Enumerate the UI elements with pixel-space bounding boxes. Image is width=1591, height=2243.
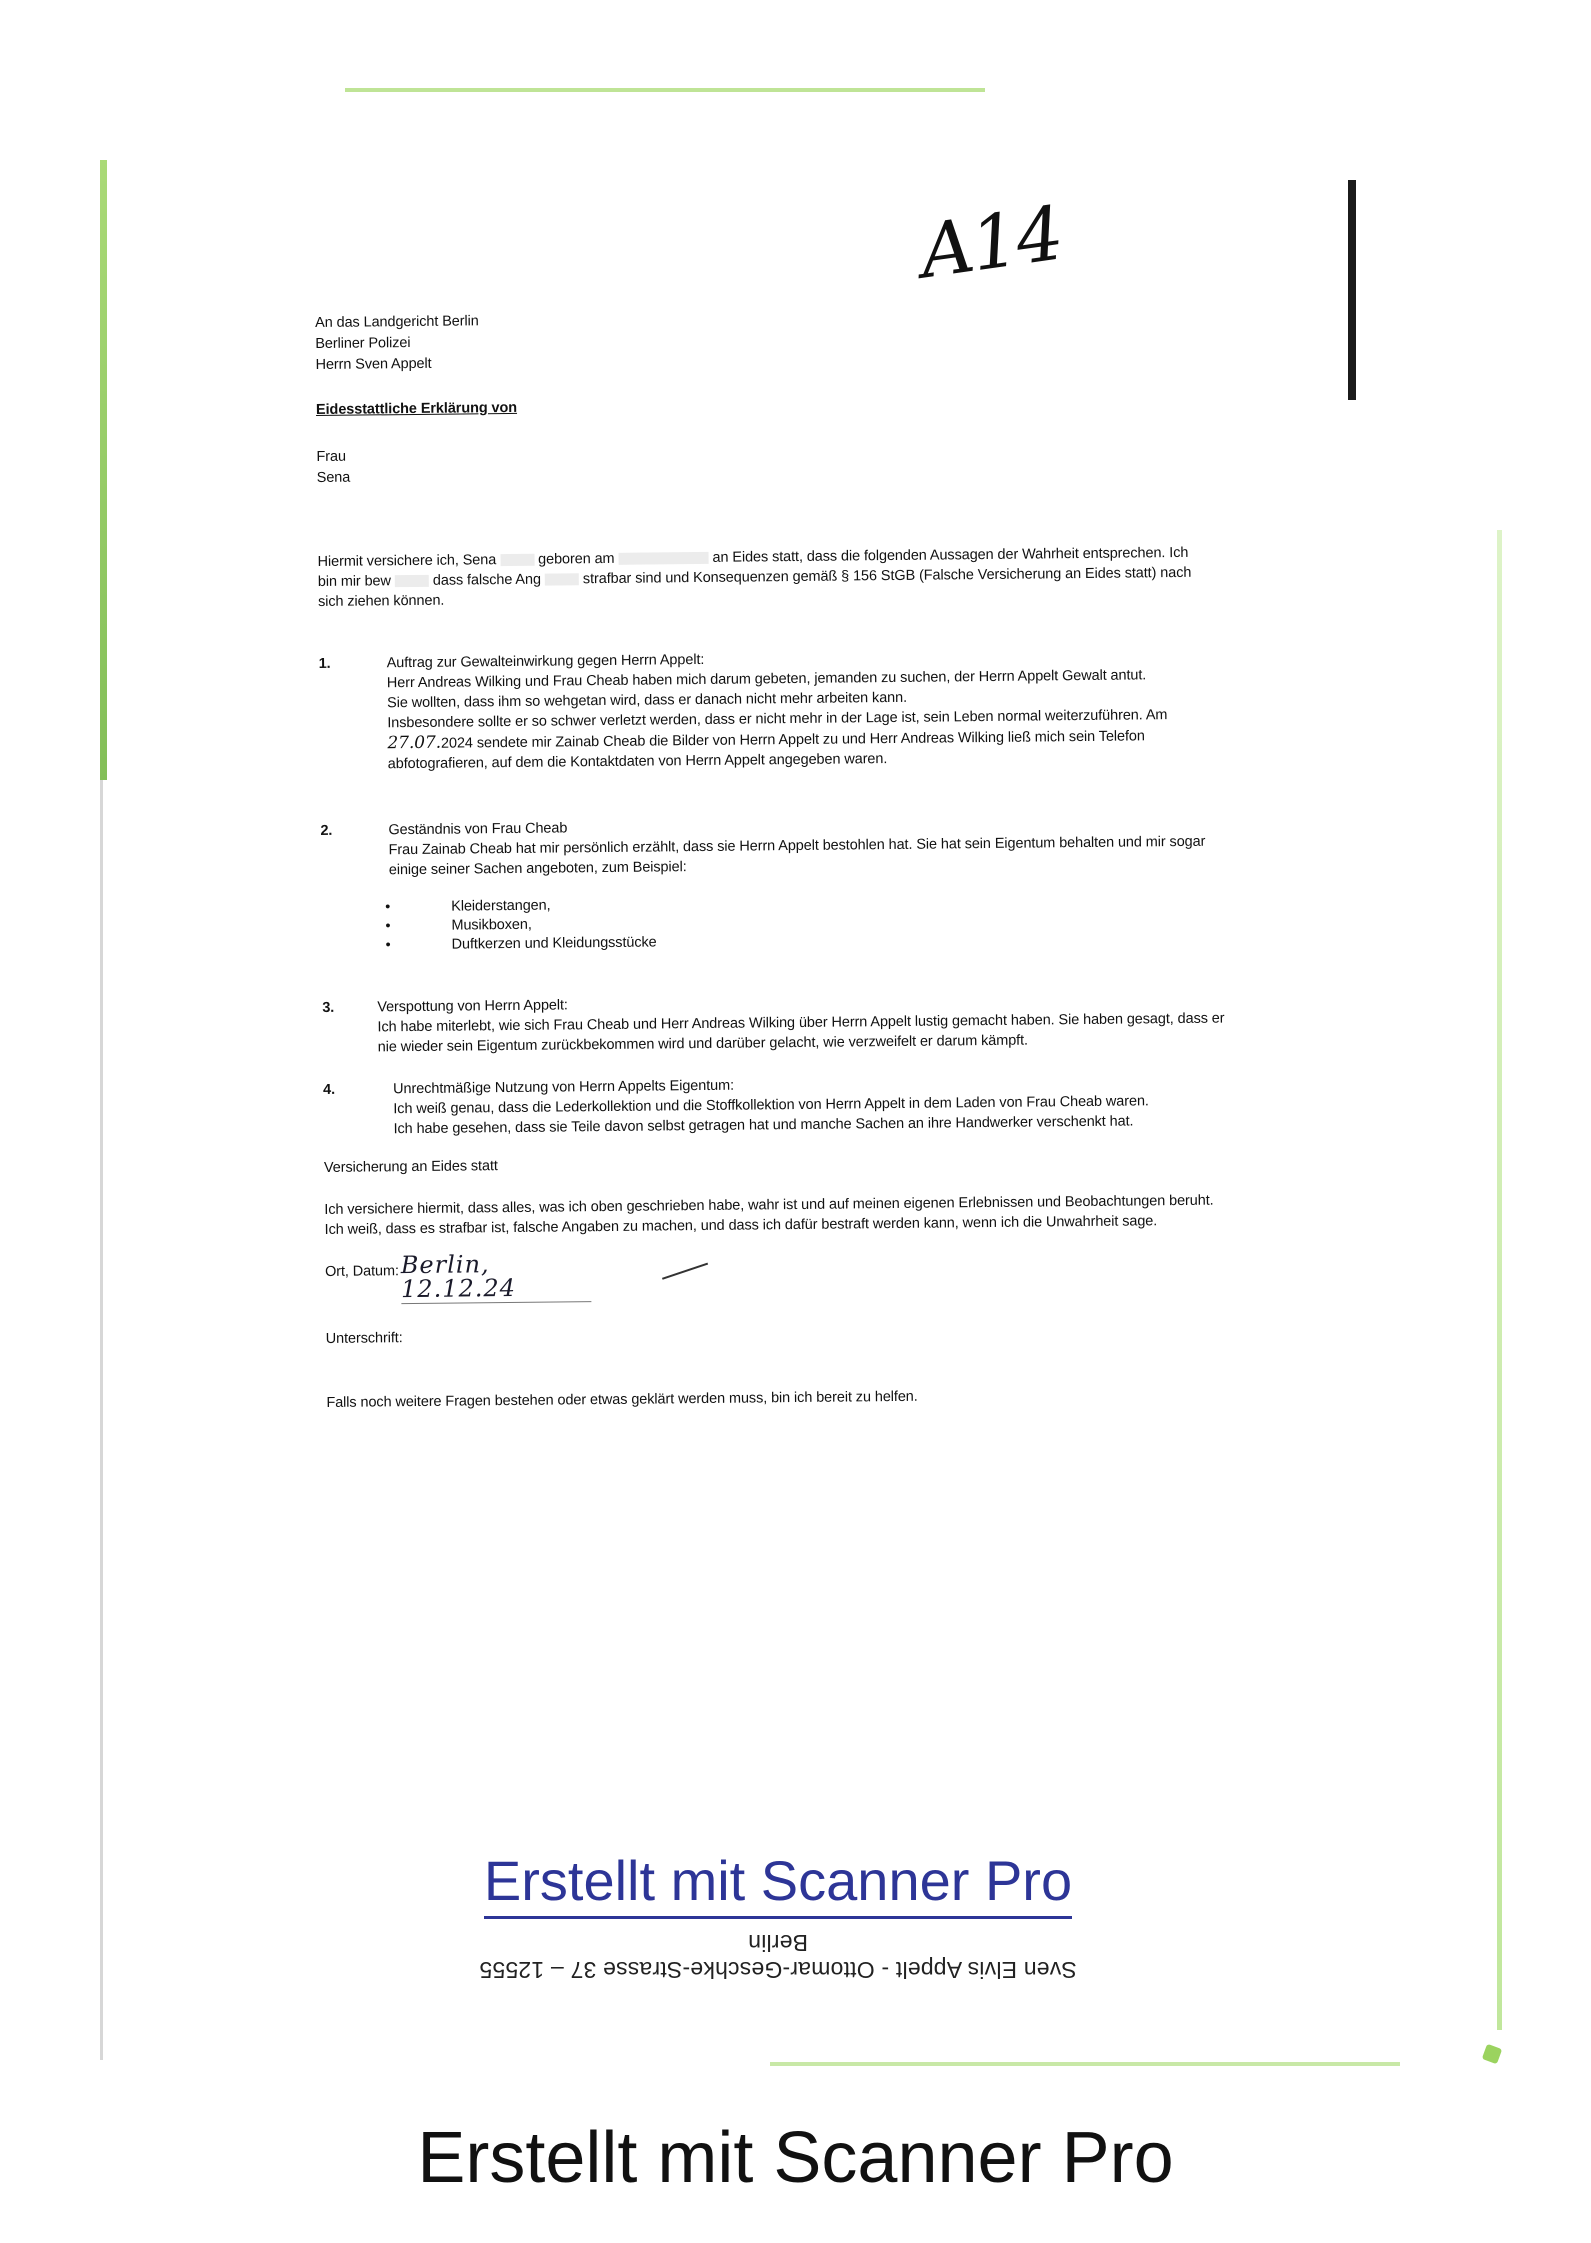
section-heading: Verspottung von Herrn Appelt: — [377, 997, 568, 1016]
recipient-line: An das Landgericht Berlin — [315, 313, 479, 331]
section-line: Sie wollten, dass ihm so wehgetan wird, dass er danach nicht mehr arbeiten kann. — [387, 689, 908, 712]
section-number: 3. — [322, 999, 335, 1016]
date-prefix: Am — [1145, 707, 1168, 724]
document-subject: Eidesstattliche Erklärung von — [315, 399, 518, 418]
redaction — [395, 575, 429, 587]
handwritten-date: 27.07. — [387, 732, 442, 754]
section-4 — [323, 1070, 1229, 1139]
handwritten-page-mark: A14 — [914, 190, 1067, 296]
scan-edge-left-shadow — [100, 780, 103, 2060]
intro-text: Hiermit versichere ich, Sena — [317, 552, 497, 570]
section-line: Ich habe miterlebt, wie sich Frau Cheab und Herr Andreas Wilking über Herrn Appelt lustig gemacht haben. Sie haben gesagt, dass er nie wieder sein Eigentum zurückbekommen wird und darüber gelacht, wie verzweifelt er darum kämpft. — [377, 1010, 1225, 1056]
signature-row — [326, 1319, 1231, 1348]
stamp-address-upside-down: Sven Elvis Appelt - Ottomar-Geschke-Strasse 37 – 12555 Berlin — [479, 1930, 1077, 1983]
redaction — [545, 573, 579, 585]
closing-sentence: Falls noch weitere Fragen bestehen oder etwas geklärt werden muss, bin ich bereit zu helfen. — [326, 1388, 918, 1411]
scan-edge-right — [1497, 530, 1502, 2030]
scan-edge-left — [100, 160, 107, 780]
section-heading: Auftrag zur Gewalteinwirkung gegen Herrn Appelt: — [386, 651, 705, 672]
section-number: 4. — [323, 1081, 336, 1098]
place-date-label: Ort, Datum: — [324, 1263, 399, 1280]
stolen-items-list — [389, 889, 1227, 955]
place-date-handwriting: Berlin, 12.12.24 — [400, 1250, 517, 1304]
place-date-line — [400, 1250, 592, 1304]
list-item: • Kleiderstangen, — [451, 889, 1226, 916]
intro-text: dass falsche Ang — [432, 571, 541, 589]
intro-text: geboren am — [538, 550, 615, 568]
section-number: 2. — [320, 822, 333, 839]
section-line-text: 2024 sendete mir Zainab Cheab die Bilder von Herrn Appelt zu und Herr Andreas Wilking ließ mich sein Telefon abfotografieren, auf dem die Kontaktdaten von Herrn Appelt angegeben waren. — [387, 728, 1145, 773]
section-heading: Geständnis von Frau Cheab — [388, 820, 568, 839]
scanner-stamp — [448, 1850, 1108, 1983]
list-item: • Duftkerzen und Kleidungsstücke — [452, 927, 1227, 954]
section-line: Ich weiß genau, dass die Lederkollektion und die Stoffkollektion von Herrn Appelt in dem Laden von Frau Cheab waren. — [393, 1093, 1149, 1118]
intro-text: an Eides statt, dass die folgenden Aussagen der Wahrheit entsprechen. Ich bin mir bew — [317, 544, 1189, 590]
section-line-text: Insbesondere sollte er so schwer verletzt werden, dass er nicht mehr in der Lage ist, sein Leben normal weiterzuführen. — [387, 707, 1143, 732]
section-1 — [319, 645, 1225, 775]
recipient-line: Herrn Sven Appelt — [315, 355, 432, 373]
scan-edge-bottom — [770, 2062, 1400, 2066]
list-item: • Musikboxen, — [451, 908, 1226, 935]
recipient-block — [315, 304, 1221, 376]
declarant-name: Sena — [316, 469, 351, 486]
declarant-salutation: Frau — [316, 448, 347, 465]
document-body — [315, 304, 1231, 1413]
section-heading: Unrechtmäßige Nutzung von Herrn Appelts Eigentum: — [393, 1077, 735, 1098]
pen-stroke — [662, 1263, 708, 1280]
signature-label: Unterschrift: — [325, 1330, 403, 1347]
stamp-title: Erstellt mit Scanner Pro — [484, 1850, 1072, 1919]
intro-text: strafbar sind und Konsequenzen gemäß § 156 StGB (Falsche Versicherung an Eides statt) nach sich ziehen können. — [317, 564, 1192, 610]
section-line — [387, 705, 1225, 775]
section-line: Ich habe gesehen, dass sie Teile davon selbst getragen hat und manche Sachen an ihre Handwerker verschenkt hat. — [393, 1113, 1134, 1138]
place-date-row — [325, 1248, 1230, 1306]
scan-edge-top — [345, 88, 985, 92]
recipient-line: Berliner Polizei — [315, 335, 411, 352]
redaction — [500, 554, 534, 566]
affirmation-text: Ich versichere hiermit, dass alles, was ich oben geschrieben habe, wahr ist und auf meinen eigenen Erlebnissen und Beobachtungen beruht. Ich weiß, dass es strafbar ist, falsche Angaben zu machen, und dass ich dafür bestraft werden kann, wenn ich die Unwahrheit sage. — [324, 1192, 1214, 1238]
affirmation-block — [324, 1148, 1230, 1239]
declarant-name-block — [316, 438, 1221, 489]
intro-paragraph — [318, 543, 1199, 612]
section-number: 1. — [318, 655, 331, 672]
footer-caption: Erstellt mit Scanner Pro — [417, 2118, 1174, 2198]
section-3 — [322, 988, 1228, 1057]
scan-edge-right-dark — [1348, 180, 1356, 400]
section-2 — [320, 811, 1226, 955]
section-line: Frau Zainab Cheab hat mir persönlich erzählt, dass sie Herrn Appelt bestohlen hat. Sie hat sein Eigentum behalten und mir sogar einige seiner Sachen angeboten, zum Beispiel: — [388, 833, 1206, 879]
affirmation-heading: Versicherung an Eides statt — [323, 1158, 498, 1176]
redaction — [618, 552, 708, 565]
section-line: Herr Andreas Wilking und Frau Cheab haben mich darum gebeten, jemanden zu suchen, der Herrn Appelt Gewalt antut. — [386, 667, 1147, 692]
